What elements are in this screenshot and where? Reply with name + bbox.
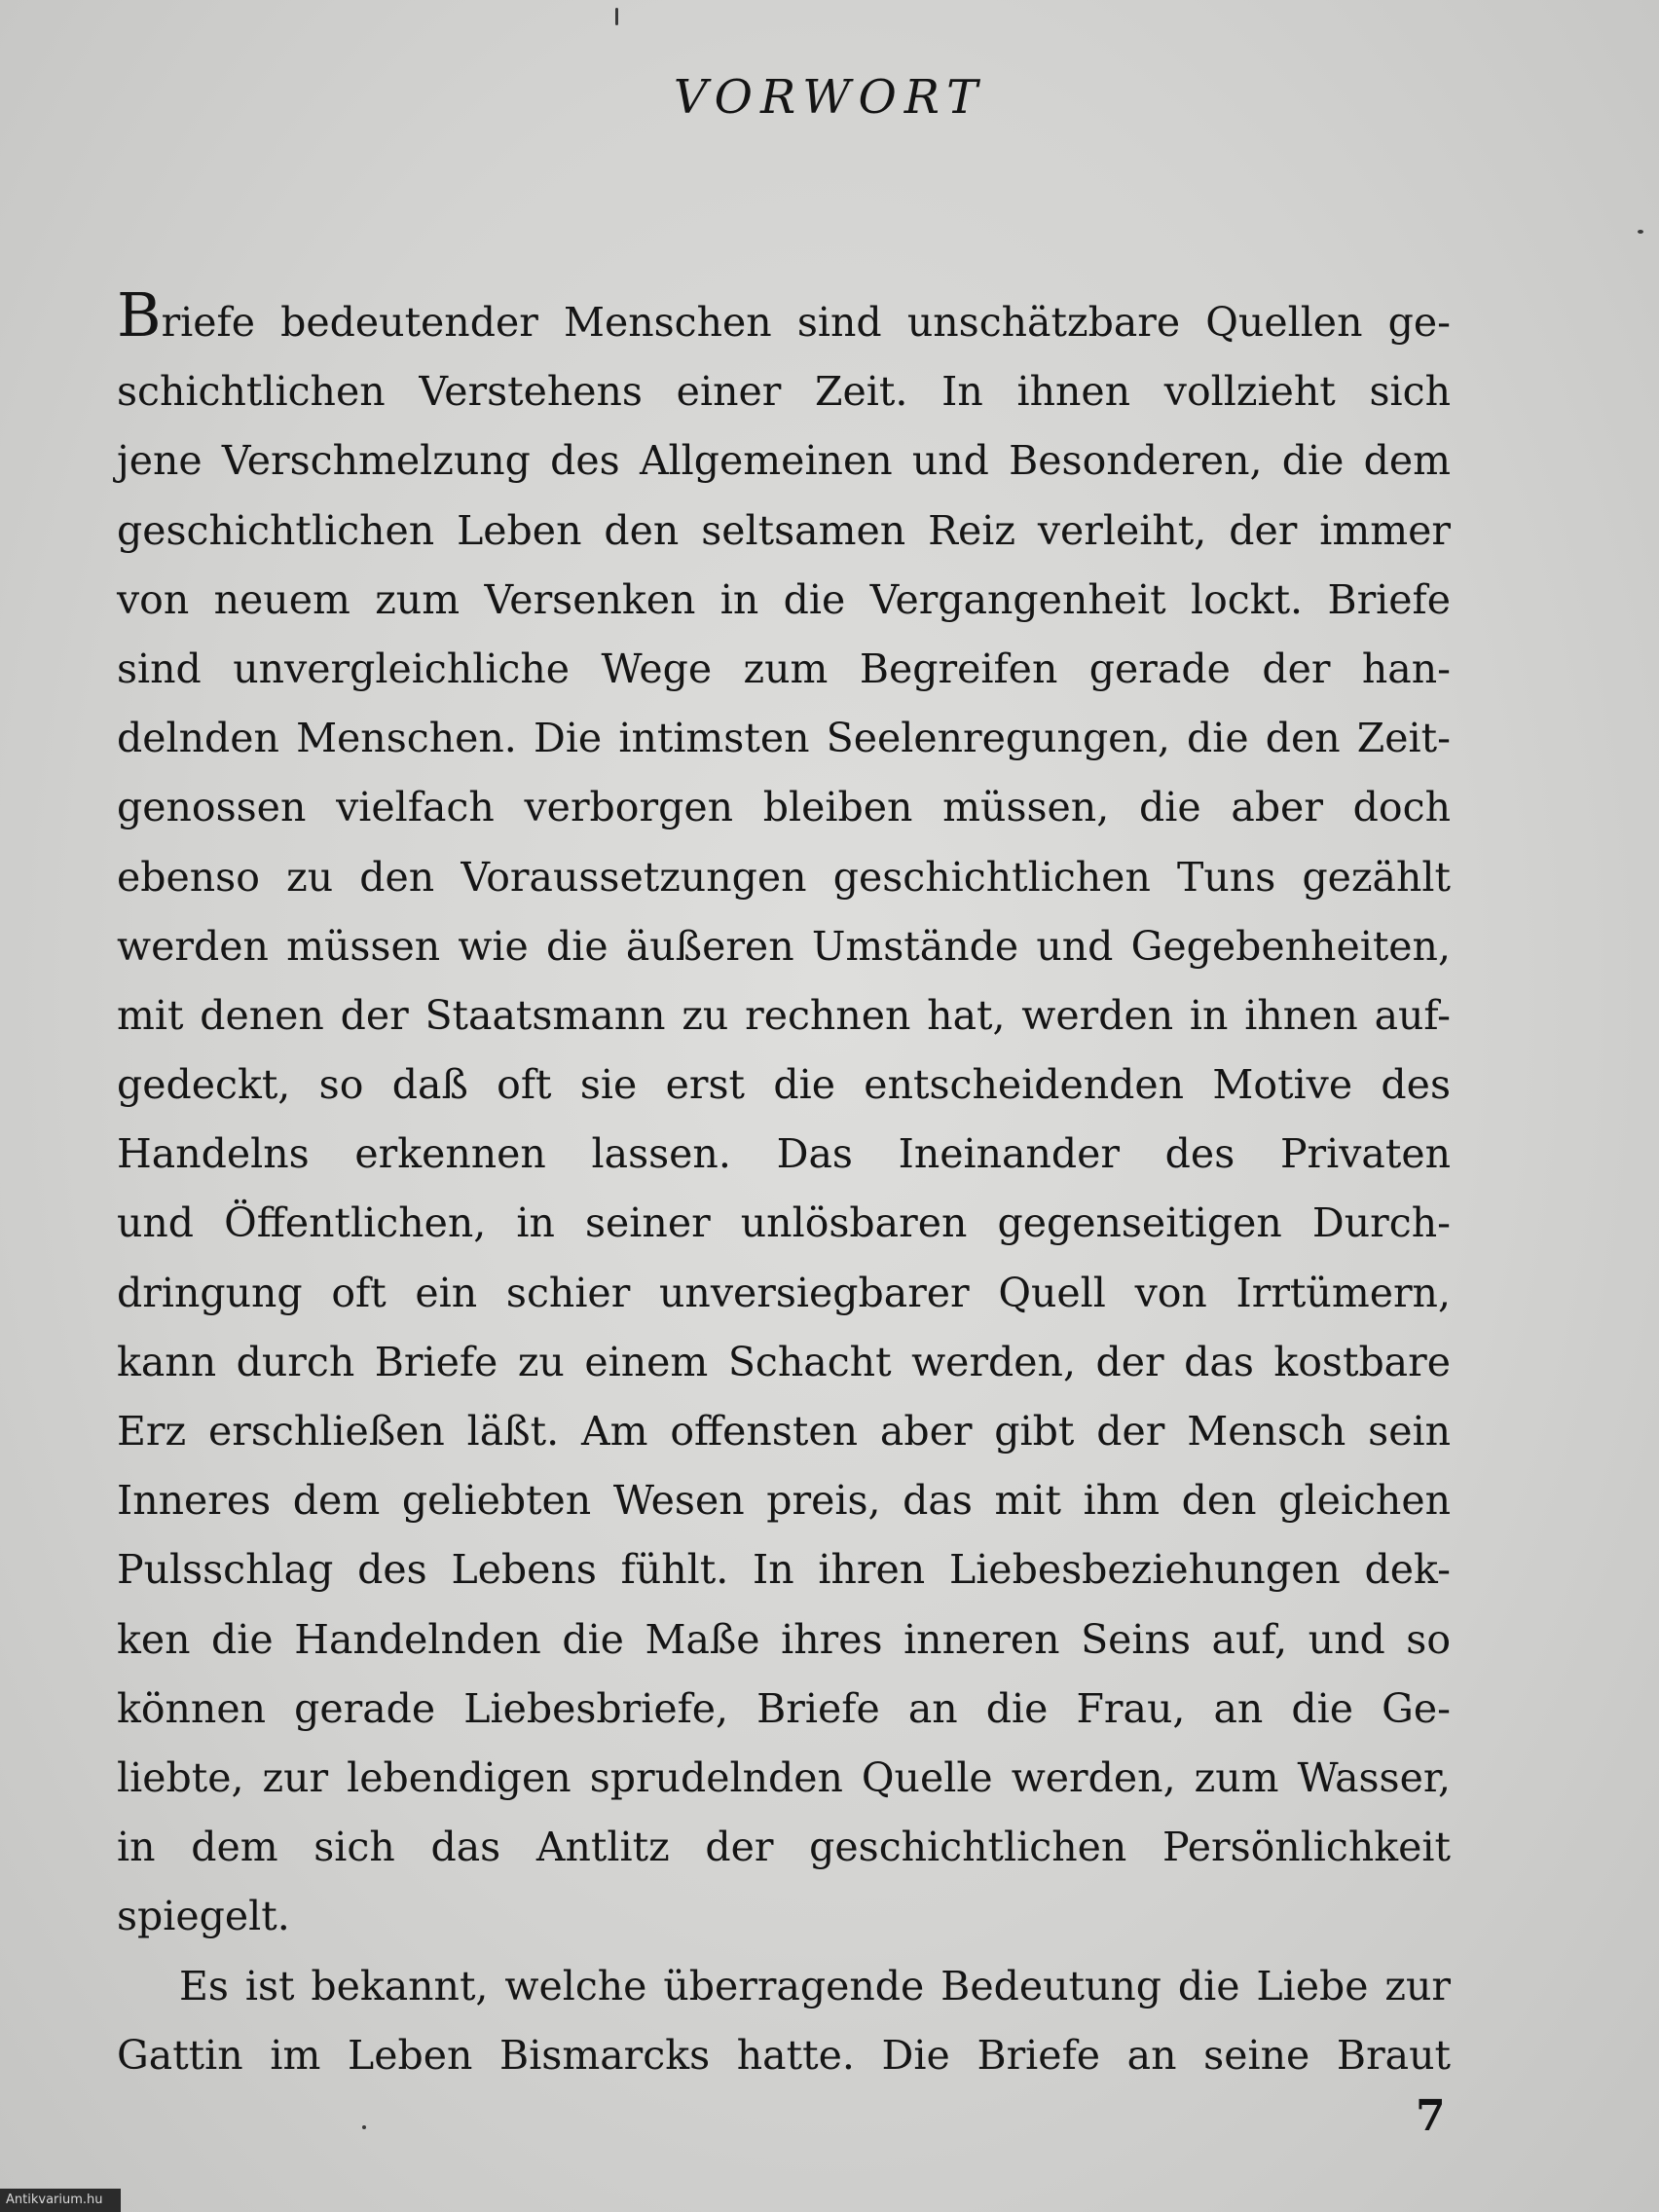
text-line: von neuem zum Versenken in die Vergangenheit lockt. Briefe (117, 575, 1451, 623)
text-line: können gerade Liebesbriefe, Briefe an die Frau, an die Ge- (117, 1684, 1451, 1732)
page-speck (615, 8, 618, 25)
text-line: geschichtlichen Leben den seltsamen Reiz verleiht, der immer (117, 506, 1451, 554)
text-line: spiegelt. (117, 1893, 290, 1940)
body-text (117, 279, 1451, 2090)
text-line-rest: riefe bedeutender Menschen sind unschätzbare Quellen ge- (161, 299, 1451, 346)
text-line: Handelns erkennen lassen. Das Ineinander des Privaten (117, 1130, 1451, 1178)
text-line: und Öffentlichen, in seiner unlösbaren gegenseitigen Durch- (117, 1199, 1451, 1247)
text-line: Gattin im Leben Bismarcks hatte. Die Briefe an seine Braut (117, 2031, 1451, 2079)
page-speck (362, 2125, 366, 2129)
text-line: werden müssen wie die äußeren Umstände und Gegebenheiten, (117, 922, 1451, 970)
text-line: in dem sich das Antlitz der geschichtlichen Persönlichkeit (117, 1824, 1451, 1871)
text-line: gedeckt, so daß oft sie erst die entscheidenden Motive des (117, 1061, 1451, 1109)
text-line: delnden Menschen. Die intimsten Seelenregungen, die den Zeit- (117, 715, 1451, 762)
text-line: mit denen der Staatsmann zu rechnen hat, werden in ihnen auf- (117, 991, 1451, 1039)
text-line: sind unvergleichliche Wege zum Begreifen gerade der han- (117, 645, 1451, 692)
text-line (117, 279, 1451, 357)
text-line: Es ist bekannt, welche überragende Bedeutung die Liebe zur (179, 1962, 1451, 2009)
text-line: Pulsschlag des Lebens fühlt. In ihren Liebesbeziehungen dek- (117, 1546, 1451, 1594)
page-title: VORWORT (673, 70, 986, 125)
text-line: jene Verschmelzung des Allgemeinen und Besonderen, die dem (117, 437, 1451, 485)
text-line: ebenso zu den Voraussetzungen geschichtlichen Tuns gezählt (117, 853, 1451, 901)
text-line: dringung oft ein schier unversiegbarer Quell von Irrtümern, (117, 1269, 1451, 1316)
drop-cap: B (117, 279, 162, 350)
page-number: 7 (1416, 2091, 1446, 2141)
page-speck (1638, 230, 1643, 234)
text-line: liebte, zur lebendigen sprudelnden Quelle werden, zum Wasser, (117, 1753, 1451, 1801)
watermark-label: Antikvarium.hu (0, 2189, 121, 2212)
text-line: Inneres dem geliebten Wesen preis, das mit ihm den gleichen (117, 1477, 1451, 1525)
text-line: Erz erschließen läßt. Am offensten aber gibt der Mensch sein (117, 1408, 1451, 1455)
text-line: kann durch Briefe zu einem Schacht werden, der das kostbare (117, 1338, 1451, 1385)
text-line: ken die Handelnden die Maße ihres inneren Seins auf, und so (117, 1615, 1451, 1663)
text-line: genossen vielfach verborgen bleiben müssen, die aber doch (117, 784, 1451, 831)
text-line: schichtlichen Verstehens einer Zeit. In ihnen vollzieht sich (117, 368, 1451, 416)
